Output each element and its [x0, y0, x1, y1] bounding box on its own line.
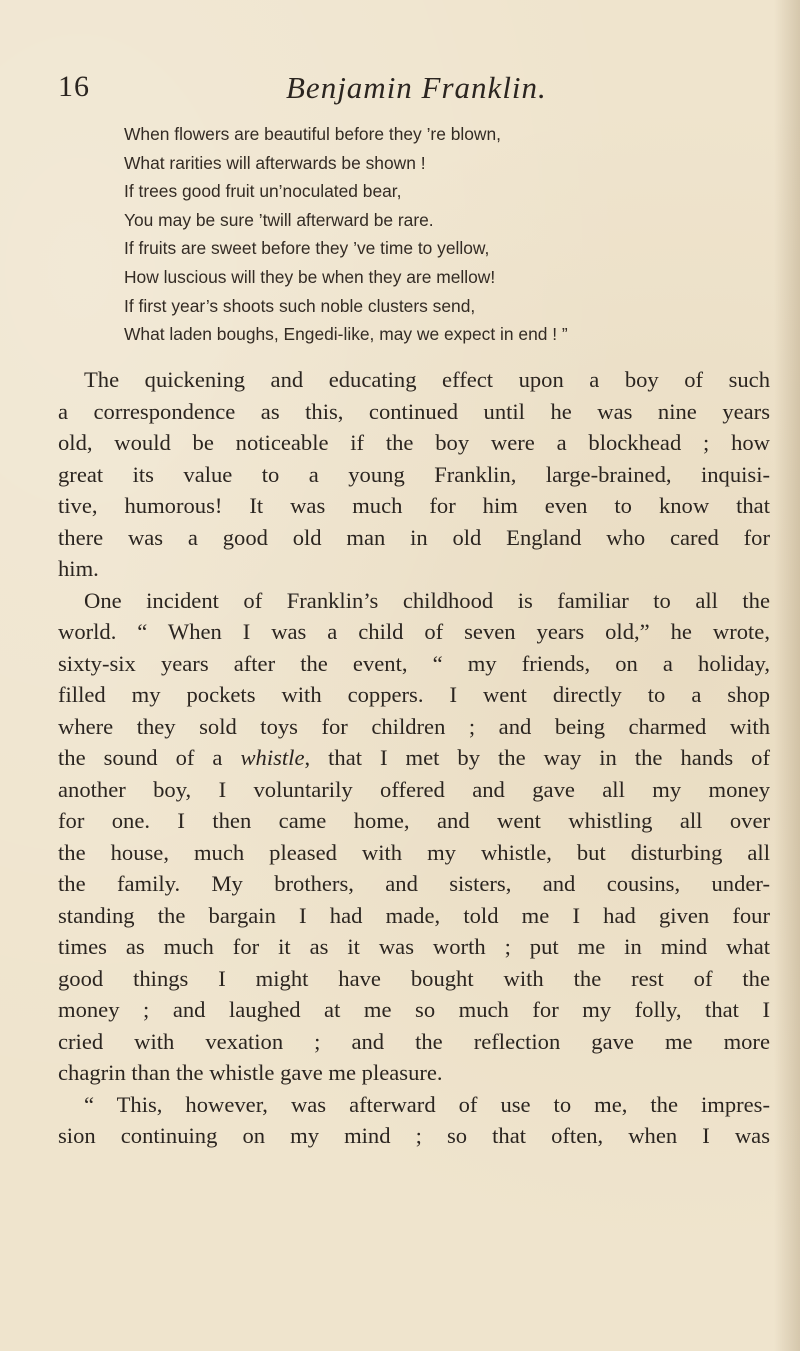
text-line: old, would be noticeable if the boy were a blockhead ; how: [58, 430, 770, 455]
page-number: 16: [58, 70, 90, 103]
text-line: him.: [58, 556, 99, 581]
poem-line: If first year’s shoots such noble clusters send,: [124, 295, 476, 316]
text-line: sixty-six years after the event, “ my friends, on a holiday,: [58, 650, 770, 676]
text-line: money ; and laughed at me so much for my folly, that I: [58, 997, 770, 1022]
text-line: there was a good old man in old England who cared for: [58, 524, 770, 550]
paragraph-2: [58, 585, 770, 1089]
running-head: [58, 70, 758, 116]
poem-line: If fruits are sweet before they ’ve time to yellow,: [124, 238, 490, 259]
page-edge-shadow: [774, 0, 800, 1351]
text-span: the sound of a: [58, 745, 241, 770]
poem-line: What laden boughs, Engedi-like, may we expect in end ! ”: [124, 324, 568, 345]
paragraph-3: [58, 1089, 770, 1152]
text-line: The quickening and educating effect upon a boy of such: [84, 367, 770, 392]
poem-block: [124, 120, 764, 349]
text-line: great its value to a young Franklin, large-brained, inquisi-: [58, 461, 770, 487]
text-line: the family. My brothers, and sisters, and cousins, under-: [58, 871, 770, 896]
poem-line: How luscious will they be when they are mellow!: [124, 266, 496, 287]
text-line: where they sold toys for children ; and being charmed with: [58, 713, 770, 739]
text-line: filled my pockets with coppers. I went directly to a shop: [58, 682, 770, 707]
text-line: times as much for it as it was worth ; put me in mind what: [58, 934, 770, 959]
body-text: [58, 364, 770, 1152]
italic-word: whistle: [240, 745, 305, 770]
text-line: cried with vexation ; and the reflection gave me more: [58, 1028, 770, 1054]
paragraph-1: [58, 364, 770, 585]
poem-line: If trees good fruit un’noculated bear,: [124, 181, 402, 202]
text-line: for one. I then came home, and went whistling all over: [58, 808, 770, 833]
text-line: world. “ When I was a child of seven years old,” he wrote,: [58, 619, 770, 644]
text-line: a correspondence as this, continued until he was nine years: [58, 398, 770, 424]
text-line: “ This, however, was afterward of use to me, the impres-: [84, 1091, 770, 1117]
running-title: Benjamin Franklin.: [286, 70, 547, 105]
text-line: chagrin than the whistle gave me pleasure.: [58, 1060, 443, 1085]
poem-line: When flowers are beautiful before they ’re blown,: [124, 124, 501, 144]
text-line: One incident of Franklin’s childhood is familiar to all the: [84, 587, 770, 613]
text-line: tive, humorous! It was much for him even to know that: [58, 493, 770, 518]
text-line: the house, much pleased with my whistle, but disturbing all: [58, 839, 770, 865]
text-line: sion continuing on my mind ; so that often, when I was: [58, 1123, 770, 1148]
poem-line: You may be sure ’twill afterward be rare.: [124, 209, 434, 230]
text-line: good things I might have bought with the rest of the: [58, 965, 770, 991]
text-line: standing the bargain I had made, told me I had given four: [58, 902, 770, 928]
poem-line: What rarities will afterwards be shown !: [124, 152, 426, 173]
text-line: [58, 742, 770, 774]
text-span: , that I met by the way in the hands of: [304, 745, 770, 770]
text-line: another boy, I voluntarily offered and gave all my money: [58, 776, 770, 802]
